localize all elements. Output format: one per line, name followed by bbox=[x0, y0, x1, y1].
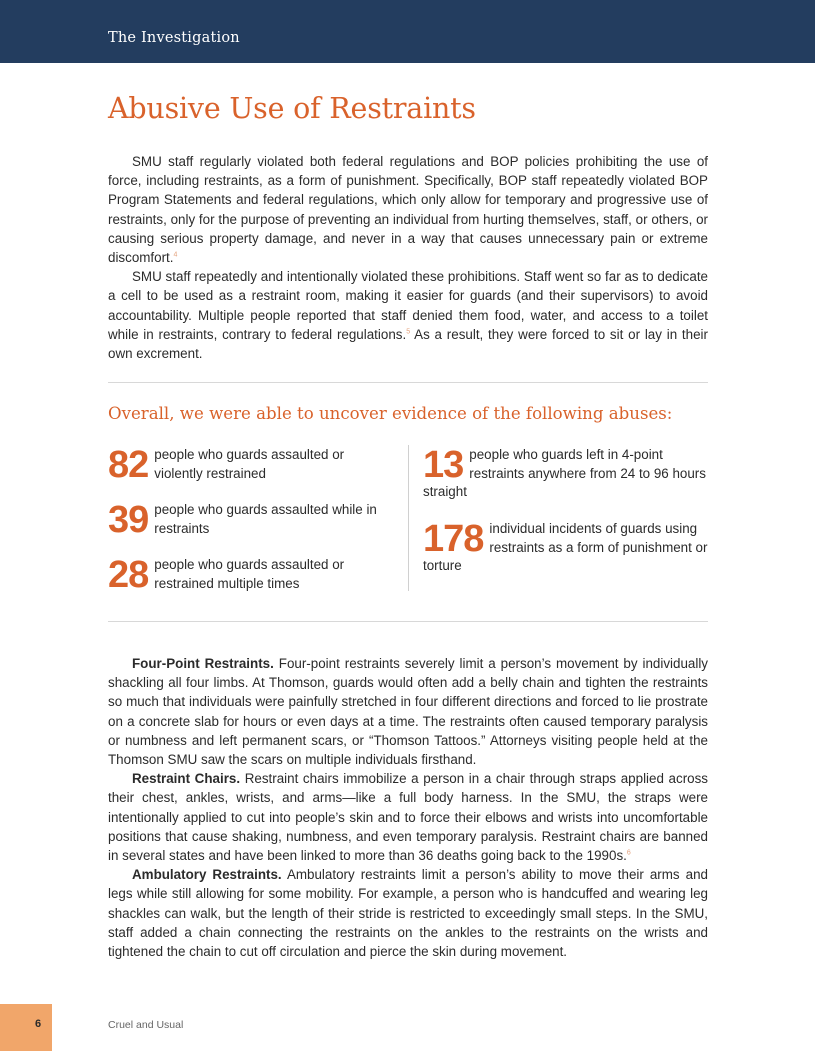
stat-number: 13 bbox=[423, 444, 464, 486]
footnote-ref-4[interactable]: 4 bbox=[173, 251, 178, 259]
restraint-chairs-lead: Restraint Chairs. bbox=[132, 771, 241, 787]
stat-number: 39 bbox=[108, 499, 149, 541]
ambulatory-paragraph bbox=[108, 865, 708, 961]
stats-heading: Overall, we were able to uncover evidence of the following abuses: bbox=[108, 404, 673, 423]
stat-text: people who guards left in 4-point restraints anywhere from 24 to 96 hours straight bbox=[423, 447, 706, 499]
four-point-lead: Four-Point Restraints. bbox=[132, 656, 274, 671]
divider-top bbox=[108, 382, 708, 383]
footnote-ref-5[interactable]: 5 bbox=[406, 328, 411, 336]
stat-number: 82 bbox=[108, 444, 149, 486]
stat-item bbox=[108, 499, 393, 541]
stat-text: people who guards assaulted or restrained multiple times bbox=[154, 557, 345, 591]
divider-bottom bbox=[108, 621, 708, 622]
intro-text bbox=[108, 152, 708, 363]
restraint-types-text bbox=[108, 654, 708, 961]
intro-paragraph-1-text: SMU staff regularly violated both federal regulations and BOP policies prohibiting the use of force, including restraints, as a form of punishment. Specifically, BOP staff repeatedly violated BOP Program Statements and federal regulations, which only allow for temporary and progressive use of restraints, only for the purpose of preventing an individual from hurting themselves, staff, or others, or causing serious property damage, and never in a way that causes unnecessary pain or extreme discomfort. bbox=[108, 154, 708, 266]
stat-item bbox=[423, 446, 708, 502]
intro-paragraph-1 bbox=[108, 152, 708, 267]
stat-text: people who guards assaulted or violently restrained bbox=[154, 447, 345, 481]
stat-item bbox=[108, 444, 393, 486]
intro-paragraph-2 bbox=[108, 267, 708, 363]
stat-text: people who guards assaulted while in restraints bbox=[154, 502, 377, 536]
stat-text: individual incidents of guards using restraints as a form of punishment or torture bbox=[423, 521, 708, 573]
four-point-text: Four-point restraints severely limit a person’s movement by individually shackling all four limbs. At Thomson, guards would often add a belly chain and tighten the restraints so much that individuals were painfully stretched in four different directions and forced to lie prostrate on a concrete slab for hours or even days at a time. The restraints often caused temporary paralysis or numbness and left permanent scars, or “Thomson Tattoos.” Attorneys visiting people held at the Thomson SMU saw the scars on multiple individuals firsthand. bbox=[108, 656, 709, 768]
section-header-title: The Investigation bbox=[108, 30, 240, 46]
intro-paragraph-2-text: SMU staff repeatedly and intentionally violated these prohibitions. Staff went so far as to dedicate a cell to be used as a restraint room, making it easier for guards (and their supervisors) to avoid accountability. Multiple people reported that staff denied them food, water, and access to a toilet while in restraints, contrary to federal regulations. bbox=[108, 269, 708, 342]
intro-paragraph-2-tail: As a result, they were forced to sit or lay in their own excrement. bbox=[108, 326, 708, 362]
stat-number: 28 bbox=[108, 554, 149, 596]
page-number: 6 bbox=[34, 1018, 42, 1030]
stat-item bbox=[108, 554, 393, 596]
footnote-ref-6[interactable]: 6 bbox=[626, 849, 631, 857]
restraint-chairs-paragraph bbox=[108, 769, 708, 865]
footer-title: Cruel and Usual bbox=[108, 1019, 184, 1031]
four-point-paragraph bbox=[108, 654, 708, 769]
stats-column-divider bbox=[408, 445, 409, 591]
ambulatory-lead: Ambulatory Restraints. bbox=[132, 867, 282, 883]
ambulatory-text: Ambulatory restraints limit a person’s ability to move their arms and legs while still allowing for some mobility. For example, a person who is handcuffed and wearing leg shackles can walk, but the length of their stride is restricted to exceedingly small steps. In the SMU, staff added a chain connecting the restraints on the ankles to the restraints on the wrists and tightened the chain to cut off circulation and pierce the skin during movement. bbox=[108, 867, 708, 960]
restraint-chairs-text: Restraint chairs immobilize a person in a chair through straps applied across their chest, ankles, wrists, and arms—like a full body harness. In the SMU, the straps were intentionally applied to cut into people’s skin and to force their elbows and wrists into uncomfortable positions that cause shaking, numbness, and even temporary paralysis. Restraint chairs are banned in several states and have been linked to more than 36 deaths going back to the 1990s. bbox=[108, 771, 708, 864]
stat-item bbox=[423, 520, 708, 576]
page-title: Abusive Use of Restraints bbox=[108, 92, 476, 125]
stat-number: 178 bbox=[423, 518, 484, 560]
